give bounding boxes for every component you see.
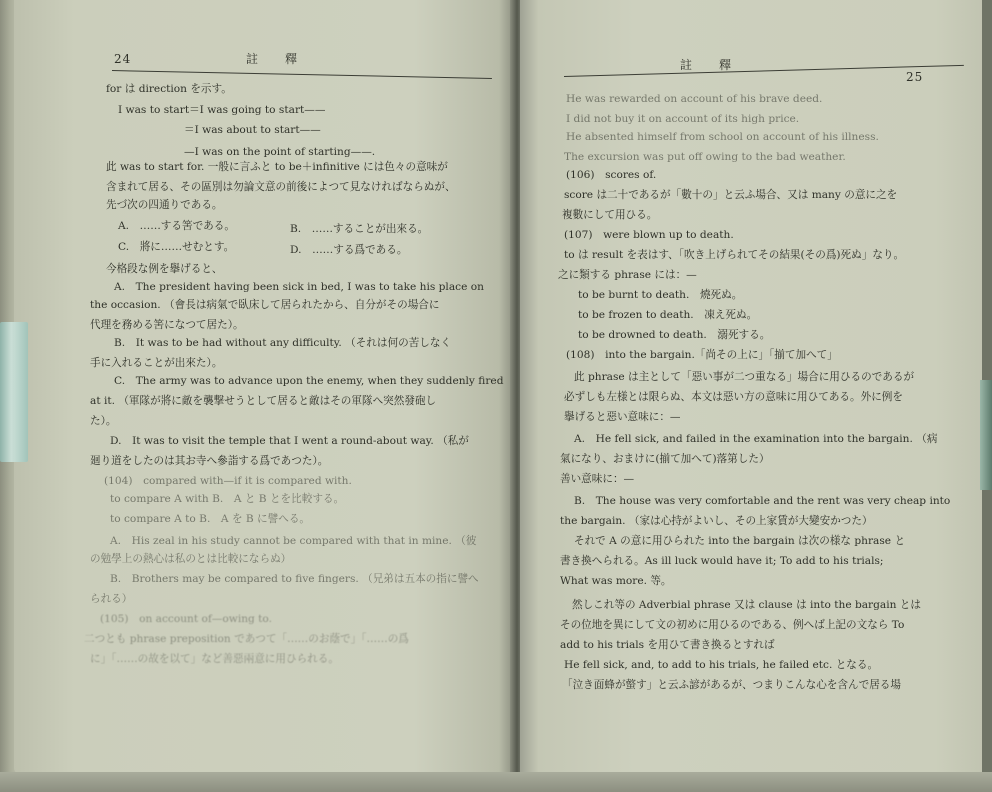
left-text-line: 此 was to start for. 一般に言ふと to be＋infinitive には色々の意味が [106, 161, 448, 173]
page-clip-left [0, 322, 28, 462]
right-text-line: I did not buy it on account of its high price. [566, 113, 800, 125]
left-text-line: (105) on account of—owing to. [100, 613, 272, 625]
left-text-line: at it. （軍隊が將に敵を襲撃せうとして居ると敵はその軍隊へ突然發砲し [90, 395, 437, 407]
right-text-line: to は result を表はす、「吹き上げられてその結果(その爲)死ぬ」なり。 [564, 249, 905, 261]
right-text-line: He absented himself from school on account of his illness. [566, 131, 879, 143]
right-text-line: 書き換へられる。As ill luck would have it; To add to his trials; [560, 555, 884, 567]
left-page-number: 24 [114, 52, 132, 66]
left-text-line: B. It was to be had without any difficulty. （それは何の苦しなく [114, 337, 452, 349]
right-page [520, 0, 982, 774]
right-text-line: B. The house was very comfortable and the rent was very cheap into [574, 495, 951, 507]
left-text-line: —I was on the point of starting——. [184, 146, 376, 158]
left-text-line: D. It was to visit the temple that I went a round-about way. （私が [110, 435, 469, 447]
left-text-line: た）。 [90, 415, 117, 427]
left-page-header-title: 註 釋 [246, 52, 299, 66]
right-text-line: to be frozen to death. 凍え死ぬ。 [578, 309, 758, 321]
right-text-line: (107) were blown up to death. [564, 229, 734, 241]
left-text-line: A. His zeal in his study cannot be compared with that in mine. （彼 [110, 535, 477, 547]
right-text-line: He fell sick, and, to add to his trials, he failed etc. となる。 [564, 659, 879, 671]
left-text-line: to compare A with B. A と B とを比較する。 [110, 493, 345, 505]
right-text-line: 之に類する phrase には：— [558, 269, 697, 281]
right-text-line: (106) scores of. [566, 169, 657, 181]
right-text-line: the bargain. （家は心持がよいし、その上家賃が大變安かつた） [560, 515, 873, 527]
right-text-line: 此 phrase は主として「惡い事が二つ重なる」場合に用ひるのであるが [574, 371, 915, 383]
book-edge-bottom [0, 772, 992, 792]
left-text-line: 二つとも phrase preposition であつて「……のお蔭で」「……の爲 [84, 633, 409, 645]
right-text-line: 複數にして用ひる。 [562, 209, 658, 221]
right-text-line: 必ずしも左様とは限らぬ、本文は惡い方の意味に用ひてある。外に例を [564, 391, 903, 403]
right-text-line: to be drowned to death. 溺死する。 [578, 329, 771, 341]
left-text-line: 廻り道をしたのは其お寺へ參詣する爲であつた）。 [90, 455, 329, 467]
right-page-number: 25 [906, 70, 924, 84]
left-text-line: (104) compared with—if it is compared with. [104, 475, 352, 487]
right-text-line: 擧げると惡い意味に：— [564, 411, 681, 423]
right-text-line: 然しこれ等の Adverbial phrase 又は clause は into the bargain とは [572, 599, 921, 611]
left-header-rule [112, 70, 492, 79]
left-text-line: A. ……する筈である。 [118, 220, 235, 232]
right-text-line: A. He fell sick, and failed in the examination into the bargain. （病 [574, 433, 938, 445]
left-text-line: C. 將に……せむとす。 [118, 241, 235, 253]
left-text-line: the occasion. （會長は病氣で臥床して居られたから、自分がその場合に [90, 299, 440, 311]
left-text-line: B. ……することが出來る。 [290, 223, 429, 235]
right-text-line: その位地を異にして文の初めに用ひるのである、例へば上記の文なら To [560, 619, 905, 631]
left-text-line: ＝I was about to start—— [184, 124, 321, 136]
left-text-line: に」「……の故を以て」など善惡兩意に用ひられる。 [90, 653, 339, 665]
right-text-line: add to his trials を用ひて書き換るとすれば [560, 639, 775, 651]
right-text-line: 善い意味に：— [560, 473, 635, 485]
right-text-line: それで A の意に用ひられた into the bargain は次の様な phrase と [574, 535, 906, 547]
right-text-line: (108) into the bargain.「尚その上に」「揃て加へて」 [566, 349, 838, 361]
left-text-line: B. Brothers may be compared to five fingers. （兄弟は五本の指に譬へ [110, 573, 479, 585]
right-page-header-title: 註 釋 [680, 58, 733, 72]
left-text-line: の勉學上の熱心は私のとは比較にならぬ） [90, 553, 292, 565]
right-text-line: 「泣き面蜂が螫す」と云ふ諺があるが、つまりこんな心を含んで居る場 [562, 679, 901, 691]
right-text-line: What was more. 等。 [560, 575, 672, 587]
left-text-line: 先づ次の四通りである。 [106, 199, 223, 211]
left-text-line: for は direction を示す。 [106, 83, 232, 95]
left-text-line: D. ……する爲である。 [290, 244, 408, 256]
right-header-rule [564, 65, 964, 77]
left-text-line: C. The army was to advance upon the enemy, when they suddenly fired [114, 375, 504, 387]
page-clip-right [980, 380, 992, 490]
right-text-line: He was rewarded on account of his brave deed. [566, 93, 823, 105]
right-text-line: score は二十であるが「數十の」と云ふ場合、又は many の意に之を [564, 189, 898, 201]
left-text-line: A. The president having been sick in bed, I was to take his place on [114, 281, 484, 293]
left-text-line: 代理を務める筈になつて居た）。 [90, 319, 244, 331]
right-text-line: to be burnt to death. 燒死ぬ。 [578, 289, 743, 301]
left-text-line: to compare A to B. A を B に譬へる。 [110, 513, 311, 525]
left-text-line: I was to start＝I was going to start—— [118, 104, 326, 116]
left-page [14, 0, 514, 774]
left-text-line: 手に入れることが出來た）。 [90, 357, 223, 369]
right-text-line: The excursion was put off owing to the bad weather. [564, 151, 846, 163]
left-text-line: 含まれて居る、その區別は勿論文意の前後によつて見なければならぬが、 [106, 181, 456, 193]
left-text-line: 今格段な例を擧げると、 [106, 263, 223, 275]
right-text-line: 氣になり、おまけに(揃て加へて)落第した） [560, 453, 770, 465]
left-text-line: られる） [90, 593, 133, 605]
